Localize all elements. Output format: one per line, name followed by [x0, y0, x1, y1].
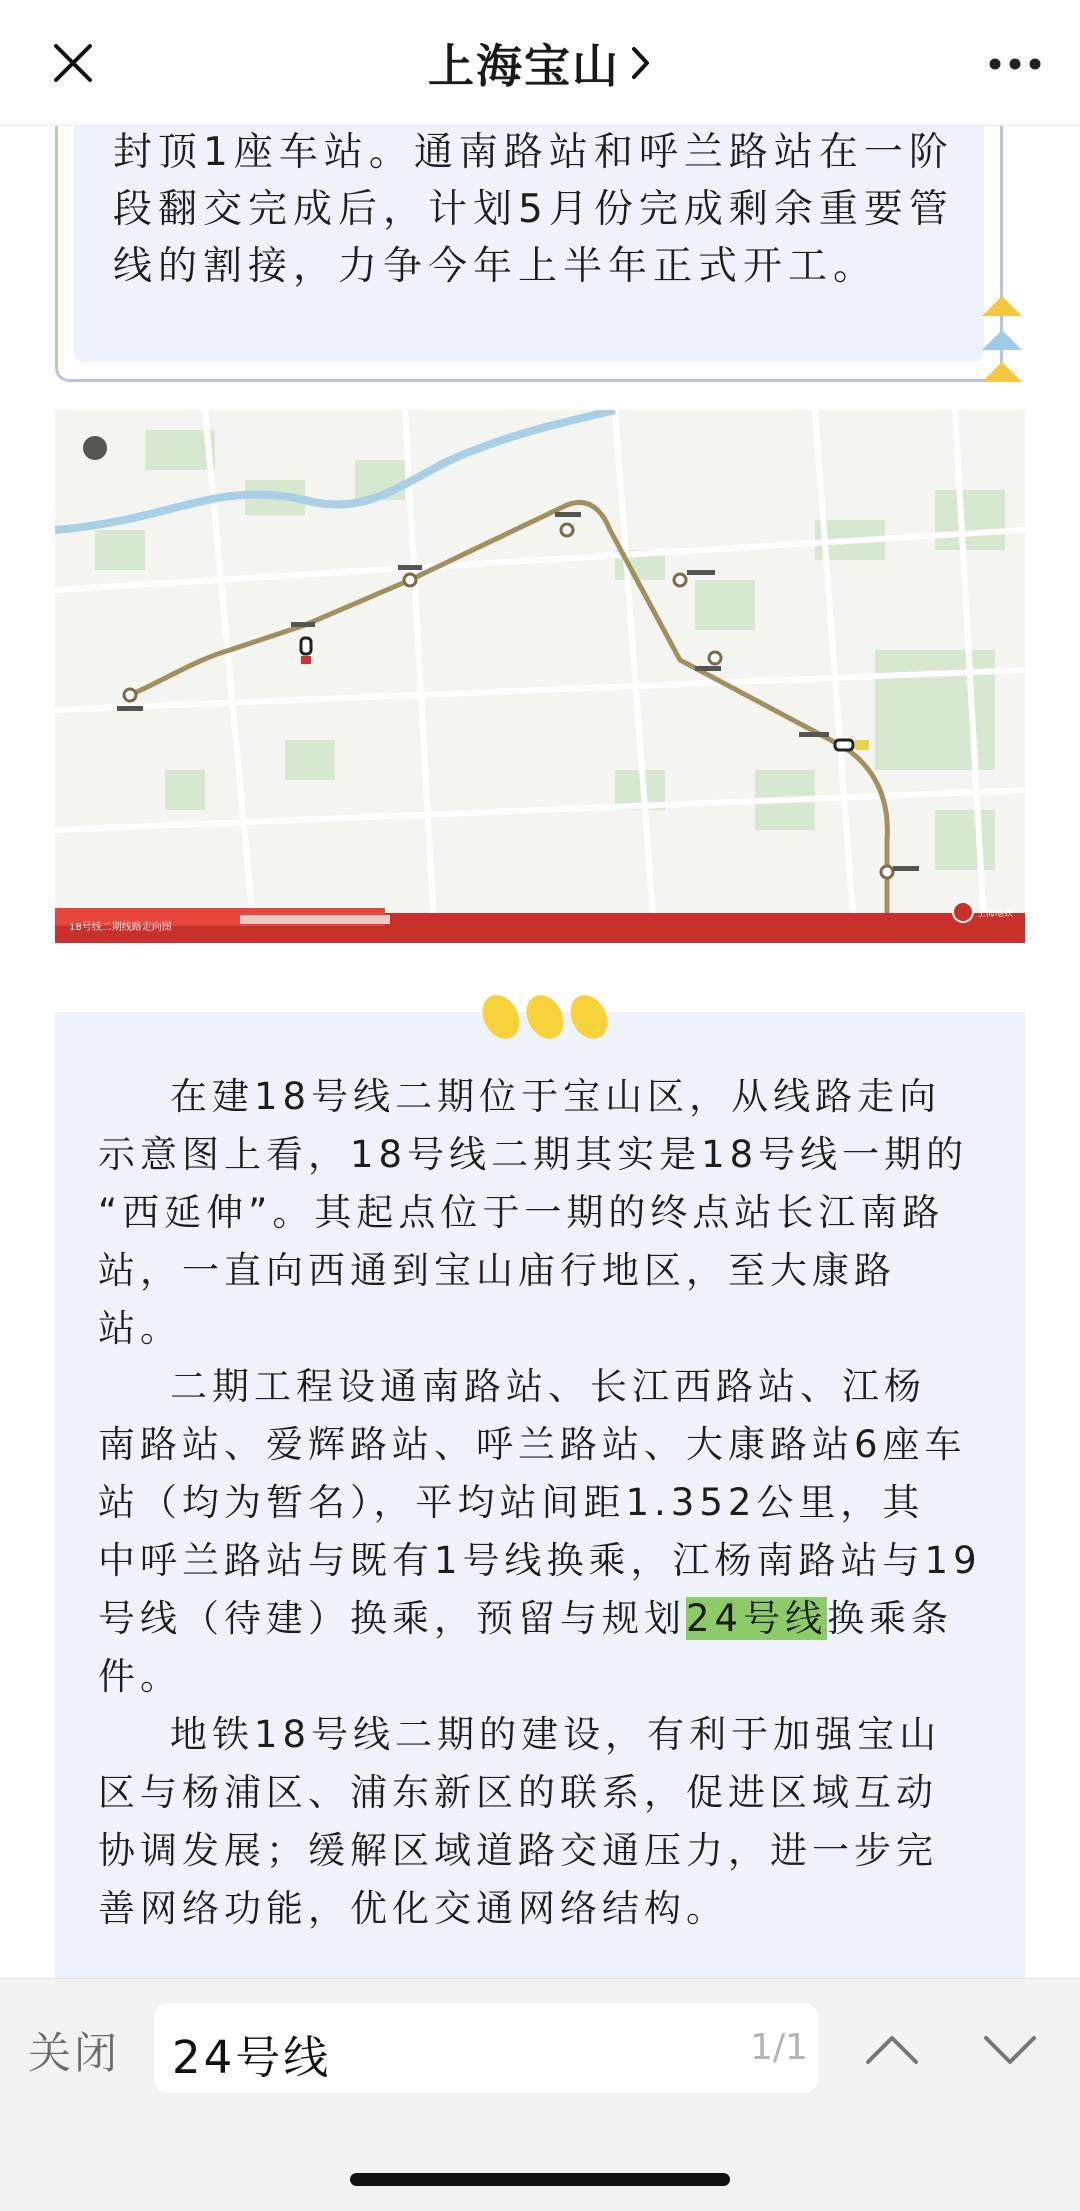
map-caption: 18号线二期线路走向图: [69, 922, 172, 933]
paragraph-line: 站（均为暂名），平均站间距1.352公里，其: [98, 1481, 925, 1524]
paragraph-line: 示意图上看，18号线二期其实是18号线一期的: [98, 1133, 969, 1176]
paragraph-line: 善网络功能，优化交通网络结构。: [98, 1887, 728, 1930]
home-indicator[interactable]: [350, 2173, 730, 2186]
paragraph-line: 协调发展；缓解区域道路交通压力，进一步完: [98, 1829, 938, 1872]
chevron-down-icon[interactable]: [980, 2022, 1040, 2078]
chevron-up-icon[interactable]: [862, 2022, 922, 2078]
map-logo-text: 上海地铁: [977, 909, 1014, 919]
find-match-count: 1/1: [750, 2027, 808, 2068]
chevron-right-icon[interactable]: [630, 45, 652, 81]
page-title-group[interactable]: [0, 0, 1080, 126]
navigation-bar: [0, 0, 1080, 126]
map-graphic: [55, 410, 1025, 943]
paragraph-line: 二期工程设通南路站、长江西路站、江杨: [170, 1365, 926, 1408]
line18-route-map[interactable]: [55, 410, 1025, 943]
paragraph-line: 南路站、爱辉路站、呼兰路站、大康路站6座车: [98, 1423, 967, 1466]
decor-triangle: [982, 330, 1022, 350]
paragraph-line: “西延伸”。其起点位于一期的终点站长江南路: [98, 1191, 945, 1234]
line-text: 换乘条: [827, 1597, 954, 1640]
article-body: [98, 1068, 988, 1938]
decor-triangle: [982, 362, 1022, 382]
paragraph-line: 区与杨浦区、浦东新区的联系，促进区域互动: [98, 1771, 938, 1814]
decor-dots: [484, 994, 606, 1040]
paragraph-line: 地铁18号线二期的建设，有利于加强宝山: [170, 1713, 942, 1756]
quote-line: 段翻交完成后，计划5月份完成剩余重要管: [113, 187, 954, 232]
find-close-button[interactable]: 关闭: [28, 2029, 120, 2079]
paragraph-line: 在建18号线二期位于宝山区，从线路走向: [170, 1075, 942, 1118]
paragraph-line: 中呼兰路站与既有1号线换乘，江杨南路站与19: [98, 1539, 982, 1582]
paragraph-line: 站，一直向西通到宝山庙行地区，至大康路: [98, 1249, 896, 1292]
quote-line: 线的割接，力争今年上半年正式开工。: [113, 244, 879, 289]
paragraph-line: 件。: [98, 1655, 182, 1698]
decor-triangle: [982, 296, 1022, 316]
find-query[interactable]: 24号线: [172, 2031, 332, 2084]
decor-dot: [519, 989, 571, 1046]
more-horizontal-icon[interactable]: [980, 36, 1050, 92]
line-text: 号线（待建）换乘，预留与规划: [98, 1597, 686, 1640]
search-highlight: 24号线: [686, 1597, 828, 1640]
quote-line: 封顶1座车站。通南路站和呼兰路站在一阶: [113, 130, 954, 175]
paragraph-line: [98, 1590, 988, 1648]
paragraph-line: 站。: [98, 1307, 182, 1350]
quote-text: [55, 124, 955, 295]
page-title[interactable]: 上海宝山: [428, 39, 620, 93]
